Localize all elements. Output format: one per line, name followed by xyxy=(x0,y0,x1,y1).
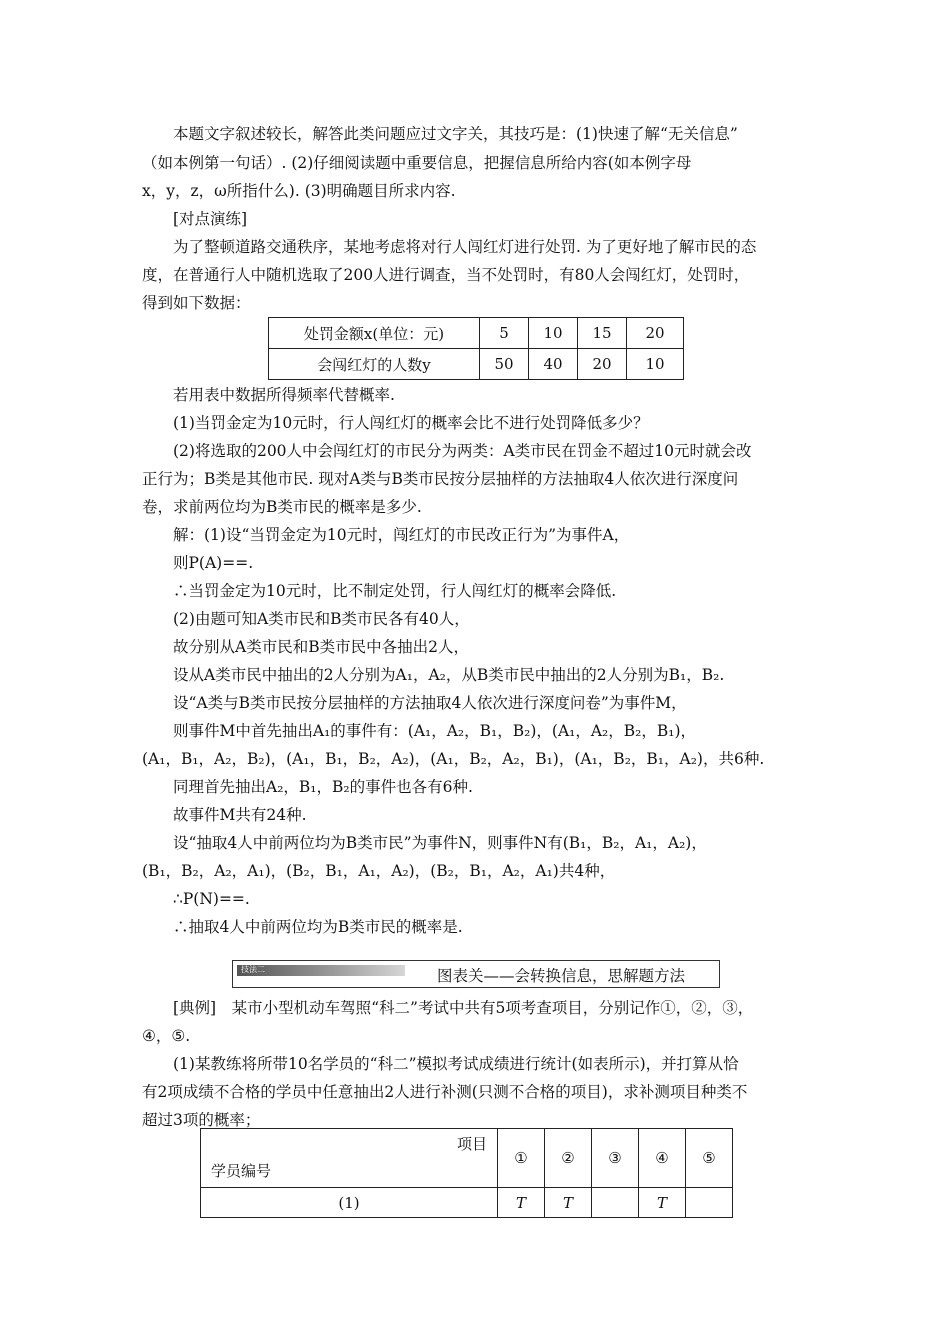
score-table xyxy=(200,1128,733,1218)
text-line: 得到如下数据： xyxy=(142,294,251,312)
text-line: (2)将选取的200人中会闯红灯的市民分为两类：A类市民在罚金不超过10元时就会改 xyxy=(173,442,752,460)
table-row xyxy=(201,1129,733,1188)
text-line: ∴当罚金定为10元时，比不制定处罚，行人闯红灯的概率会降低. xyxy=(173,582,617,600)
text-line: (A₁，B₁，A₂，B₂)，(A₁，B₁，B₂，A₂)，(A₁，B₂，A₂，B₁)，(A₁，B₂，B₁，A₂)，共6种. xyxy=(142,750,765,768)
text-line: 卷，求前两位均为B类市民的概率是多少. xyxy=(142,498,422,516)
text-line: 故事件M共有24种. xyxy=(173,806,307,824)
banner-tag xyxy=(237,965,405,976)
text-line: [对点演练] xyxy=(173,210,248,228)
text-line: 设从A类市民中抽出的2人分别为A₁，A₂，从B类市民中抽出的2人分别为B₁，B₂. xyxy=(173,666,725,684)
table-cell: 10 xyxy=(529,318,578,349)
table-corner-cell xyxy=(201,1129,498,1188)
text-line: 设“A类与B类市民按分层抽样的方法抽取4人依次进行深度问卷”为事件M， xyxy=(173,694,687,712)
table-header-cell: 会闯红灯的人数y xyxy=(269,349,480,380)
text-line: 正行为；B类是其他市民. 现对A类与B类市民按分层抽样的方法抽取4人依次进行深度问 xyxy=(142,470,739,488)
banner-tag-label: 技法二 xyxy=(241,965,265,974)
table-row xyxy=(269,318,684,349)
table-cell: 40 xyxy=(529,349,578,380)
table-cell: (1) xyxy=(201,1188,498,1218)
text-line: 有2项成绩不合格的学员中任意抽出2人进行补测(只测不合格的项目)，求补测项目种类不 xyxy=(142,1083,748,1101)
text-line: (1)当罚金定为10元时，行人闯红灯的概率会比不进行处罚降低多少？ xyxy=(173,414,649,432)
text-line: 解：(1)设“当罚金定为10元时，闯红灯的市民改正行为”为事件A， xyxy=(173,526,630,544)
table-header-cell: ⑤ xyxy=(686,1129,733,1188)
text-line: 则事件M中首先抽出A₁的事件有：(A₁，A₂，B₁，B₂)，(A₁，A₂，B₂，B₁)， xyxy=(173,722,697,740)
table-cell: 5 xyxy=(480,318,529,349)
table-cell: T xyxy=(639,1188,686,1218)
text-line: (B₁，B₂，A₂，A₁)，(B₂，B₁，A₁，A₂)，(B₂，B₁，A₂，A₁)共4种， xyxy=(142,862,616,880)
table-cell: 10 xyxy=(627,349,684,380)
table-cell: 50 xyxy=(480,349,529,380)
table-cell xyxy=(686,1188,733,1218)
text-line: 若用表中数据所得频率代替概率. xyxy=(173,386,395,404)
text-line: 同理首先抽出A₂，B₁，B₂的事件也各有6种. xyxy=(173,778,473,796)
table-row xyxy=(201,1188,733,1218)
table-header-cell: ④ xyxy=(639,1129,686,1188)
text-line: ④，⑤. xyxy=(142,1027,191,1045)
text-line: 则P(A)==. xyxy=(173,554,254,572)
text-line: 超过3项的概率； xyxy=(142,1111,261,1129)
table-header-cell: 处罚金额x(单位：元) xyxy=(269,318,480,349)
table-cell: 15 xyxy=(578,318,627,349)
text-line: 度，在普通行人中随机选取了200人进行调查，当不处罚时，有80人会闯红灯，处罚时， xyxy=(142,266,750,284)
table-cell: 20 xyxy=(627,318,684,349)
text-line: 故分别从A类市民和B类市民中各抽出2人， xyxy=(173,638,469,656)
text-line: 为了整顿道路交通秩序，某地考虑将对行人闯红灯进行处罚. 为了更好地了解市民的态 xyxy=(173,238,757,256)
text-line: ∴抽取4人中前两位均为B类市民的概率是. xyxy=(173,918,463,936)
text-line: 设“抽取4人中前两位均为B类市民”为事件N，则事件N有(B₁，B₂，A₁，A₂)， xyxy=(173,834,707,852)
corner-label-bottom: 学员编号 xyxy=(211,1162,272,1180)
text-line: [典例] 某市小型机动车驾照“科二”考试中共有5项考查项目，分别记作①，②，③， xyxy=(173,999,754,1017)
table-cell: T xyxy=(498,1188,545,1218)
banner-title: 图表关——会转换信息，思解题方法 xyxy=(437,967,686,985)
text-line: 本题文字叙述较长，解答此类问题应过文字关，其技巧是：(1)快速了解“无关信息” xyxy=(173,125,738,143)
section-banner xyxy=(232,960,720,988)
text-line: （如本例第一句话）. (2)仔细阅读题中重要信息，把握信息所给内容(如本例字母 xyxy=(142,154,692,172)
table-row xyxy=(269,349,684,380)
text-line: (2)由题可知A类市民和B类市民各有40人， xyxy=(173,610,470,628)
fine-data-table xyxy=(268,317,684,380)
corner-label-top: 项目 xyxy=(456,1135,487,1153)
table-cell: 20 xyxy=(578,349,627,380)
text-line: ∴P(N)==. xyxy=(173,890,250,908)
text-line: x，y，z，ω所指什么). (3)明确题目所求内容. xyxy=(142,182,456,200)
text-line: (1)某教练将所带10名学员的“科二”模拟考试成绩进行统计(如表所示)，并打算从恰 xyxy=(173,1055,739,1073)
table-cell xyxy=(592,1188,639,1218)
table-cell: T xyxy=(545,1188,592,1218)
table-header-cell: ② xyxy=(545,1129,592,1188)
table-header-cell: ① xyxy=(498,1129,545,1188)
table-header-cell: ③ xyxy=(592,1129,639,1188)
